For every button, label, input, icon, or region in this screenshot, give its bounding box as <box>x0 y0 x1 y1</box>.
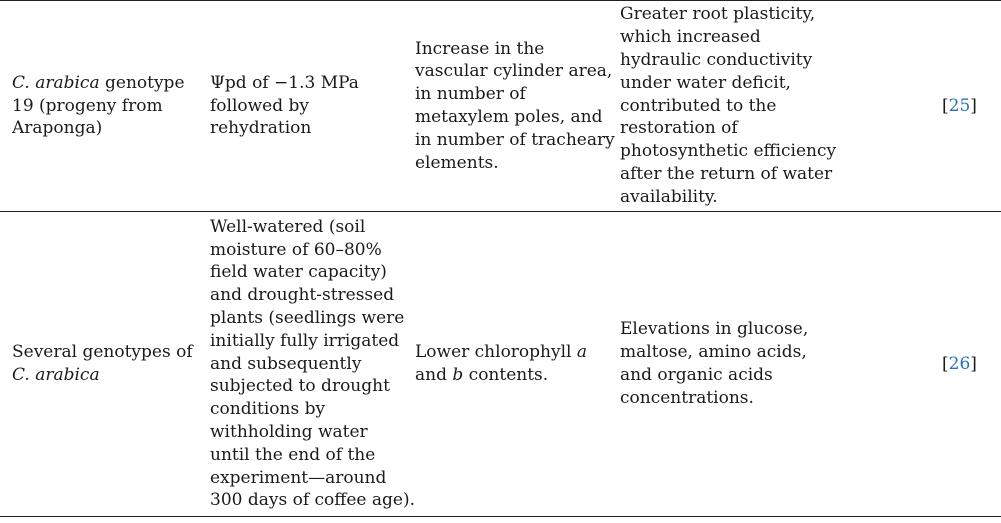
reference-cell: [25] <box>942 95 977 116</box>
plant-material-cell: Several genotypes of C. arabica <box>12 342 193 385</box>
reference-cell: [26] <box>942 353 977 374</box>
plant-material-cell: C. arabica genotype 19 (progeny from Araponga) <box>12 72 185 139</box>
physiological-effect-cell: Greater root plasticity, which increased hydraulic conductivity under water deficit, contributed to the restoration of photosynthetic efficiency after the return of water availability. <box>620 4 837 207</box>
table-row <box>0 212 1001 517</box>
reference-link[interactable]: 26 <box>948 353 971 374</box>
anatomical-response-cell: Increase in the vascular cylinder area, in number of metaxylem poles, and in number of tracheary elements. <box>415 38 615 173</box>
treatment-cell: Ψpd of −1.3 MPa followed by rehydration <box>210 72 359 139</box>
treatment-cell: Well-watered (soil moisture of 60–80% field water capacity) and drought-stressed plants (seedlings were initially fully irrigated and subsequently subjected to drought conditions by withholding water until the end of the experiment—around 300 days of coffee age). <box>210 216 416 511</box>
table-row <box>0 1 1001 212</box>
anatomical-response-cell: Lower chlorophyll a and b contents. <box>415 342 588 385</box>
physiological-effect-cell: Elevations in glucose, maltose, amino acids, and organic acids concentrations. <box>620 319 809 408</box>
reference-link[interactable]: 25 <box>948 95 971 116</box>
